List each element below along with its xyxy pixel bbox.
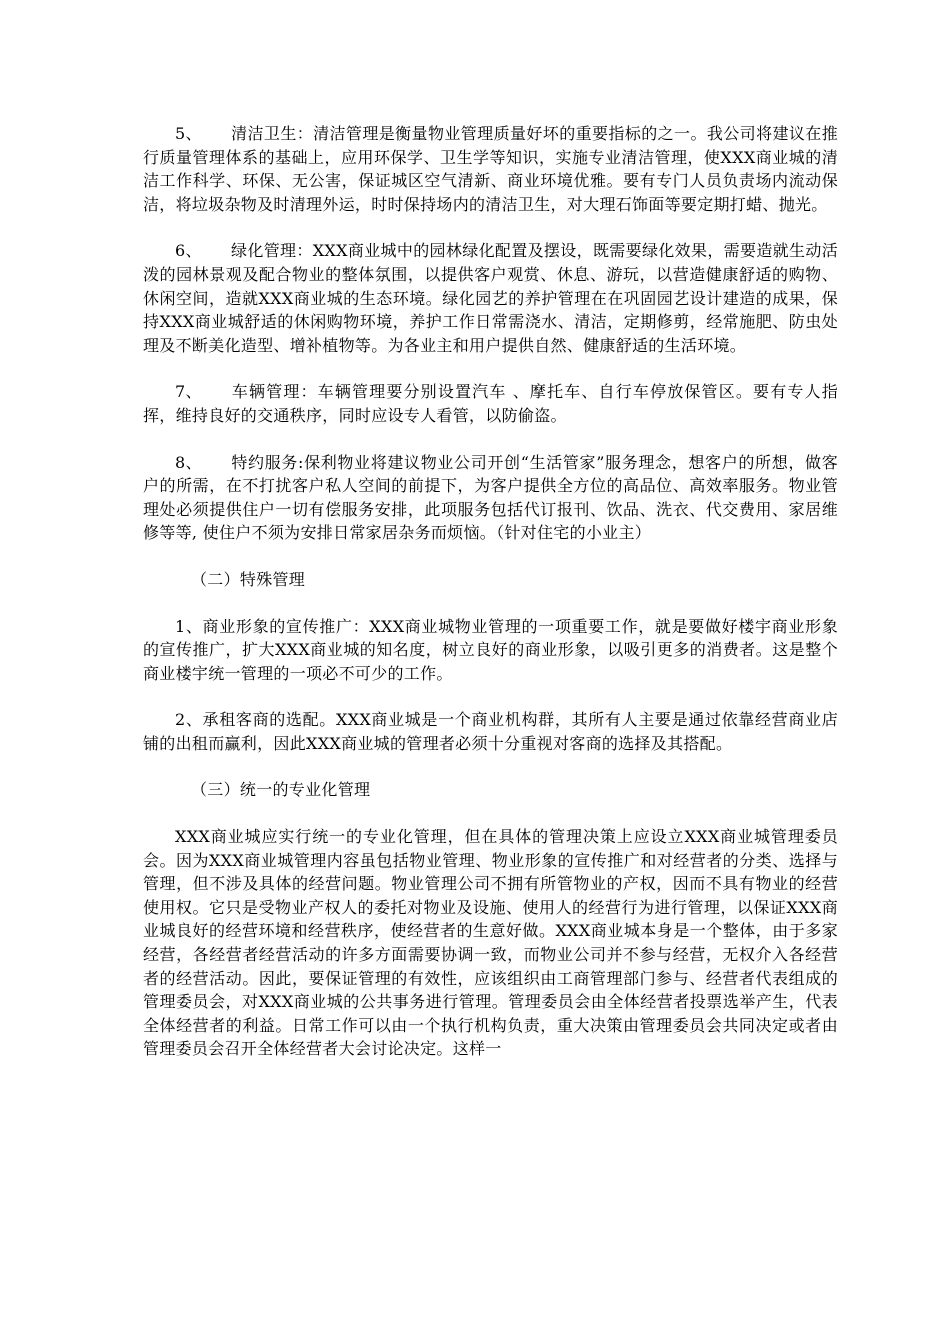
document-body — [143, 122, 838, 1084]
paragraph-greening — [143, 239, 838, 357]
paragraph-brand-promotion: 1、商业形象的宣传推广：XXX商业城物业管理的一项重要工作，就是要做好楼宇商业形象的宣传推广，扩大XXX商业城的知名度，树立良好的商业形象，以吸引更多的消费者。这是整个商业楼宇统一管理的一项必不可少的工作。 — [143, 616, 838, 683]
paragraph-text: 清洁卫生：清洁管理是衡量物业管理质量好坏的重要指标的之一。我公司将建议在推行质量管理体系的基础上，应用环保学、卫生学等知识，实施专业清洁管理，使XXX商业城的清洁工作科学、环保、无公害，保证城区空气清新、商业环境优雅。要有专门人员负责场内流动保洁，将垃圾杂物及时清理外运，时时保持场内的清洁卫生，对大理石饰面等要定期打蜡、抛光。 — [143, 124, 838, 214]
paragraph-cleaning — [143, 122, 838, 216]
paragraph-text: 绿化管理：XXX商业城中的园林绿化配置及摆设，既需要绿化效果，需要造就生动活泼的园林景观及配合物业的整体氛围，以提供客户观赏、休息、游玩，以营造健康舒适的购物、休闲空间，造就XXX商业城的生态环境。绿化园艺的养护管理在在巩固园艺设计建造的成果，保持XXX商业城舒适的休闲购物环境，养护工作日常需浇水、清洁，定期修剪，经常施肥、防虫处理及不断美化造型、增补植物等。为各业主和用户提供自然、健康舒适的生活环境。 — [143, 241, 838, 355]
item-number: 5、 — [175, 124, 202, 143]
item-number: 7、 — [175, 382, 202, 402]
paragraph-unified-management: XXX商业城应实行统一的专业化管理，但在具体的管理决策上应设立XXX商业城管理委员会。因为XXX商业城管理内容虽包括物业管理、物业形象的宣传推广和对经营者的分类、选择与管理，但不涉及具体的经营问题。物业管理公司不拥有所管物业的产权，因而不具有物业的经营使用权。它只是受物业产权人的委托对物业及设施、使用人的经营行为进行管理，以保证XXX商业城良好的经营环境和经营秩序，使经营者的生意好做。XXX商业城本身是一个整体，由于多家经营，各经营者经营活动的许多方面需要协调一致，而物业公司并不参与经营，无权介入各经营者的经营活动。因此，要保证管理的有效性，应该组织由工商管理部门参与、经营者代表组成的管理委员会，对XXX商业城的公共事务进行管理。管理委员会由全体经营者投票选举产生，代表全体经营者的利益。日常工作可以由一个执行机构负责，重大决策由管理委员会共同决定或者由管理委员会召开全体经营者大会讨论决定。这样一 — [143, 827, 838, 1059]
paragraph-tenant-selection: 2、承租客商的选配。XXX商业城是一个商业机构群，其所有人主要是通过依靠经营商业店铺的出租而赢利，因此XXX商业城的管理者必须十分重视对客商的选择及其搭配。 — [143, 710, 838, 753]
item-number: 8、 — [175, 452, 202, 472]
paragraph-text: 特约服务:保利物业将建议物业公司开创“生活管家”服务理念，想客户的所想，做客户的所需，在不打扰客户私人空间的前提下，为客户提供全方位的高品位、高效率服务。物业管理处必须提供住户一切有偿服务安排，此项服务包括代订报刊、饮品、洗衣、代交费用、家居维修等等, 使住户不须为安排日常家居杂务而烦恼。（针对住宅的小业主） — [143, 452, 838, 543]
section-heading-unified-management: （三）统一的专业化管理 — [191, 780, 371, 800]
paragraph-text: 车辆管理：车辆管理要分别设置汽车 、摩托车、自行车停放保管区。要有专人指挥，维持良好的交通秩序，同时应设专人看管，以防偷盗。 — [143, 382, 838, 425]
item-number: 6、 — [175, 241, 202, 261]
section-heading-special-management: （二）特殊管理 — [191, 569, 306, 589]
paragraph-vehicles — [143, 380, 838, 427]
paragraph-special-services — [143, 451, 838, 545]
